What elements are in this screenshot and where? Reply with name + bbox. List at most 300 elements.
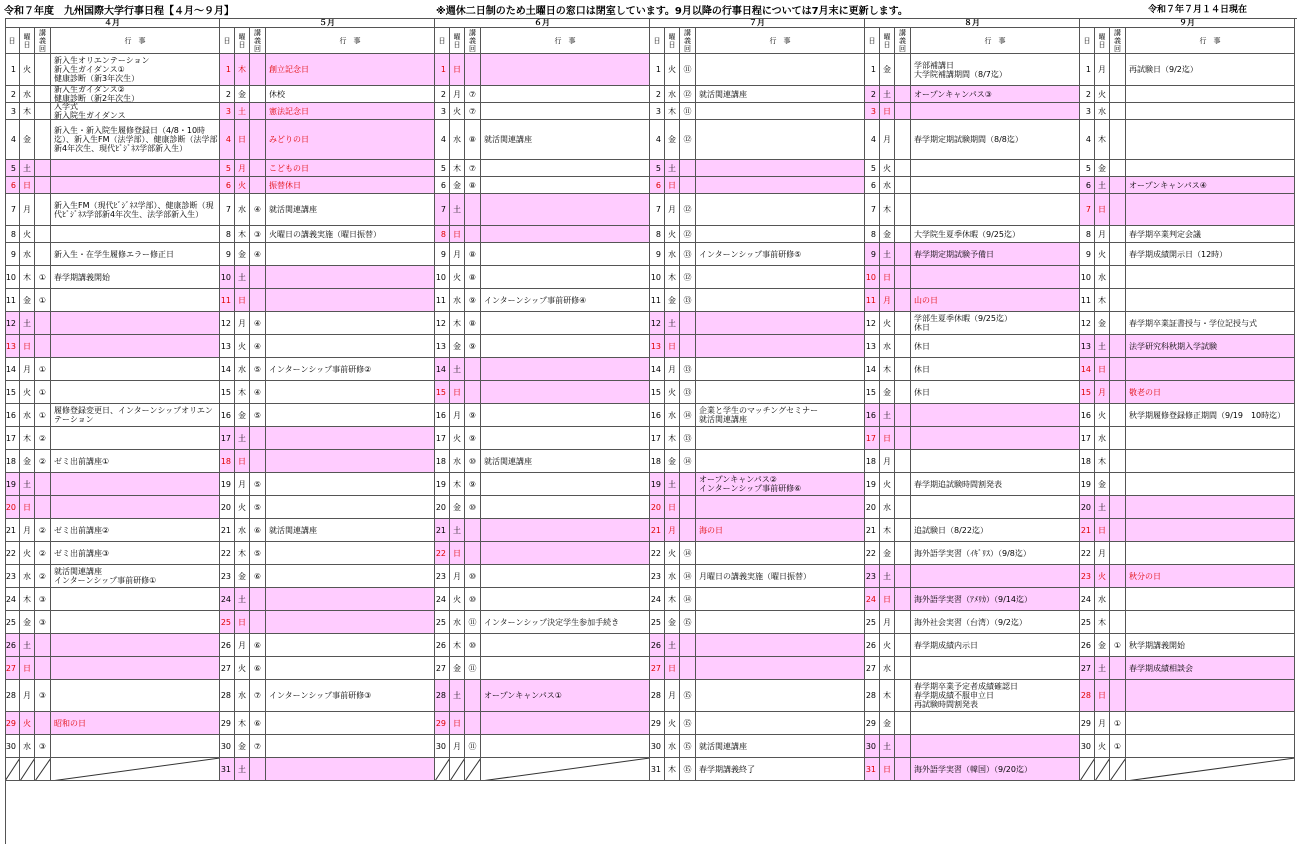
- lecture-cell: ①: [35, 358, 51, 381]
- event-cell: 創立記念日: [266, 54, 435, 86]
- event-cell: 入学式 新入院生ガイダンス: [51, 103, 220, 120]
- weekday-cell: 日: [450, 712, 465, 735]
- lecture-cell: [1110, 657, 1126, 680]
- event-cell: 新入生ガイダンス② 健康診断（新2年次生）: [51, 86, 220, 103]
- lecture-cell: [895, 160, 911, 177]
- header-event: 行 事: [266, 28, 435, 54]
- lecture-cell: [895, 473, 911, 496]
- lecture-cell: [465, 519, 481, 542]
- weekday-cell: 火: [665, 542, 680, 565]
- day-cell: 28: [1080, 680, 1095, 712]
- event-cell: [51, 226, 220, 243]
- event-cell: 法学研究科秋期入学試験: [1126, 335, 1295, 358]
- empty-slash-cell: [1110, 758, 1126, 781]
- weekday-cell: 木: [450, 160, 465, 177]
- day-cell: 2: [5, 86, 20, 103]
- lecture-cell: [680, 177, 696, 194]
- day-cell: 8: [1080, 226, 1095, 243]
- weekday-cell: 日: [1095, 358, 1110, 381]
- lecture-cell: ⑧: [465, 177, 481, 194]
- day-cell: 1: [650, 54, 665, 86]
- weekday-cell: 火: [880, 634, 895, 657]
- day-cell: 19: [220, 473, 235, 496]
- weekday-cell: 水: [665, 404, 680, 427]
- day-cell: 13: [435, 335, 450, 358]
- lecture-cell: ⑪: [680, 103, 696, 120]
- weekday-cell: 木: [665, 103, 680, 120]
- day-cell: 30: [220, 735, 235, 758]
- lecture-cell: ①: [35, 381, 51, 404]
- lecture-cell: [465, 54, 481, 86]
- month-header: ４月: [5, 18, 220, 28]
- day-cell: 23: [435, 565, 450, 588]
- weekday-cell: 土: [235, 266, 250, 289]
- day-cell: 11: [650, 289, 665, 312]
- event-cell: 春学期卒業証書授与・学位記授与式: [1126, 312, 1295, 335]
- day-cell: 16: [865, 404, 880, 427]
- lecture-cell: [250, 120, 266, 160]
- weekday-cell: 水: [880, 335, 895, 358]
- lecture-cell: [35, 335, 51, 358]
- month-header: ６月: [435, 18, 650, 28]
- weekday-cell: 土: [1095, 496, 1110, 519]
- weekday-cell: 火: [235, 657, 250, 680]
- day-cell: 22: [220, 542, 235, 565]
- event-cell: [911, 404, 1080, 427]
- lecture-cell: ③: [35, 611, 51, 634]
- weekday-cell: 日: [235, 289, 250, 312]
- day-cell: 22: [435, 542, 450, 565]
- lecture-cell: ③: [35, 680, 51, 712]
- weekday-cell: 火: [20, 712, 35, 735]
- event-cell: オープンキャンパス③: [911, 86, 1080, 103]
- event-cell: [481, 519, 650, 542]
- header-day: 日: [650, 28, 665, 54]
- event-cell: [911, 735, 1080, 758]
- lecture-cell: ⑤: [250, 473, 266, 496]
- event-cell: [481, 473, 650, 496]
- header-lecture: 講義回: [35, 28, 51, 54]
- event-cell: [696, 588, 865, 611]
- event-cell: オープンキャンパス①: [481, 680, 650, 712]
- weekday-cell: 木: [880, 519, 895, 542]
- weekday-cell: 木: [235, 712, 250, 735]
- lecture-cell: [895, 243, 911, 266]
- day-cell: 24: [865, 588, 880, 611]
- event-cell: [481, 312, 650, 335]
- event-cell: 海の日: [696, 519, 865, 542]
- event-cell: [1126, 358, 1295, 381]
- day-cell: 4: [650, 120, 665, 160]
- day-cell: 29: [220, 712, 235, 735]
- weekday-cell: 土: [450, 680, 465, 712]
- lecture-cell: ⑥: [250, 519, 266, 542]
- lecture-cell: [895, 496, 911, 519]
- lecture-cell: [895, 657, 911, 680]
- event-cell: ゼミ出前講座①: [51, 450, 220, 473]
- lecture-cell: [465, 381, 481, 404]
- lecture-cell: [250, 611, 266, 634]
- weekday-cell: 金: [20, 611, 35, 634]
- event-cell: 春学期卒業予定者成績確認日 春学期成績不服申立日 再試験時間割発表: [911, 680, 1080, 712]
- event-cell: 就活関連講座: [481, 120, 650, 160]
- day-cell: 27: [5, 657, 20, 680]
- day-cell: 13: [220, 335, 235, 358]
- day-cell: 24: [220, 588, 235, 611]
- day-cell: 13: [865, 335, 880, 358]
- day-cell: 13: [5, 335, 20, 358]
- weekday-cell: 月: [880, 450, 895, 473]
- month-header: ９月: [1080, 18, 1295, 28]
- weekday-cell: 木: [235, 226, 250, 243]
- lecture-cell: ⑦: [250, 680, 266, 712]
- lecture-cell: [1110, 335, 1126, 358]
- day-cell: 5: [5, 160, 20, 177]
- event-cell: [696, 450, 865, 473]
- day-cell: 10: [650, 266, 665, 289]
- lecture-cell: ⑬: [680, 243, 696, 266]
- lecture-cell: ⑥: [250, 712, 266, 735]
- event-cell: インターンシップ事前研修⑤: [696, 243, 865, 266]
- event-cell: 春学期追試験時間割発表: [911, 473, 1080, 496]
- event-cell: [1126, 86, 1295, 103]
- day-cell: 11: [220, 289, 235, 312]
- lecture-cell: [895, 634, 911, 657]
- weekday-cell: 月: [1095, 542, 1110, 565]
- event-cell: [481, 54, 650, 86]
- notice-text: ※週休二日制のため土曜日の窓口は閉室しています。9月以降の行事日程については7月末に更新します。: [436, 6, 908, 17]
- event-cell: 追試験日（8/22迄）: [911, 519, 1080, 542]
- month-header: ５月: [220, 18, 435, 28]
- lecture-cell: [680, 519, 696, 542]
- day-cell: 5: [220, 160, 235, 177]
- day-cell: 17: [865, 427, 880, 450]
- day-cell: 17: [650, 427, 665, 450]
- day-cell: 7: [435, 194, 450, 226]
- day-cell: 2: [865, 86, 880, 103]
- lecture-cell: ⑫: [680, 86, 696, 103]
- weekday-cell: 月: [450, 86, 465, 103]
- weekday-cell: 火: [450, 103, 465, 120]
- weekday-cell: 月: [880, 120, 895, 160]
- event-cell: [51, 427, 220, 450]
- weekday-cell: 火: [1095, 86, 1110, 103]
- day-cell: 10: [1080, 266, 1095, 289]
- weekday-cell: 月: [880, 289, 895, 312]
- lecture-cell: ⑮: [680, 735, 696, 758]
- day-cell: 29: [650, 712, 665, 735]
- weekday-cell: 水: [1095, 103, 1110, 120]
- lecture-cell: [895, 565, 911, 588]
- day-cell: 14: [1080, 358, 1095, 381]
- day-cell: 31: [865, 758, 880, 781]
- lecture-cell: [35, 243, 51, 266]
- weekday-cell: 日: [450, 381, 465, 404]
- weekday-cell: 金: [665, 289, 680, 312]
- weekday-cell: 金: [20, 120, 35, 160]
- event-cell: [266, 611, 435, 634]
- lecture-cell: ⑩: [465, 450, 481, 473]
- day-cell: 28: [5, 680, 20, 712]
- day-cell: 11: [5, 289, 20, 312]
- weekday-cell: 土: [235, 103, 250, 120]
- weekday-cell: 木: [235, 542, 250, 565]
- event-cell: [1126, 427, 1295, 450]
- weekday-cell: 水: [880, 177, 895, 194]
- lecture-cell: [680, 657, 696, 680]
- event-cell: [51, 611, 220, 634]
- weekday-cell: 土: [880, 565, 895, 588]
- day-cell: 24: [650, 588, 665, 611]
- day-cell: 16: [5, 404, 20, 427]
- day-cell: 25: [220, 611, 235, 634]
- weekday-cell: 火: [450, 266, 465, 289]
- weekday-cell: 金: [665, 120, 680, 160]
- lecture-cell: [895, 712, 911, 735]
- lecture-cell: [1110, 473, 1126, 496]
- event-cell: [1126, 450, 1295, 473]
- day-cell: 19: [5, 473, 20, 496]
- event-cell: [1126, 519, 1295, 542]
- lecture-cell: [1110, 542, 1126, 565]
- weekday-cell: 月: [880, 611, 895, 634]
- day-cell: 27: [220, 657, 235, 680]
- lecture-cell: [1110, 86, 1126, 103]
- weekday-cell: 金: [235, 243, 250, 266]
- header-lecture: 講義回: [680, 28, 696, 54]
- event-cell: 海外語学実習（ｲｷﾞﾘｽ）（9/8迄）: [911, 542, 1080, 565]
- lecture-cell: ⑩: [465, 634, 481, 657]
- day-cell: 3: [220, 103, 235, 120]
- lecture-cell: ⑪: [465, 735, 481, 758]
- weekday-cell: 火: [880, 160, 895, 177]
- event-cell: 秋分の日: [1126, 565, 1295, 588]
- lecture-cell: [1110, 194, 1126, 226]
- header-lecture: 講義回: [1110, 28, 1126, 54]
- weekday-cell: 土: [235, 758, 250, 781]
- event-cell: [481, 358, 650, 381]
- event-cell: [696, 120, 865, 160]
- weekday-cell: 日: [20, 657, 35, 680]
- event-cell: [911, 160, 1080, 177]
- weekday-cell: 木: [20, 427, 35, 450]
- lecture-cell: ⑭: [680, 404, 696, 427]
- day-cell: 20: [435, 496, 450, 519]
- lecture-cell: [895, 427, 911, 450]
- event-cell: 休日: [911, 381, 1080, 404]
- lecture-cell: ⑮: [680, 611, 696, 634]
- event-cell: [911, 657, 1080, 680]
- day-cell: 10: [865, 266, 880, 289]
- event-cell: オープンキャンパス④: [1126, 177, 1295, 194]
- lecture-cell: [250, 588, 266, 611]
- header-lecture: 講義回: [895, 28, 911, 54]
- weekday-cell: 日: [235, 611, 250, 634]
- event-cell: 敬老の日: [1126, 381, 1295, 404]
- lecture-cell: ⑭: [680, 588, 696, 611]
- event-cell: 就活関連講座: [266, 194, 435, 226]
- lecture-cell: ①: [1110, 712, 1126, 735]
- weekday-cell: 金: [1095, 473, 1110, 496]
- day-cell: 9: [5, 243, 20, 266]
- day-cell: 15: [650, 381, 665, 404]
- lecture-cell: ⑤: [250, 542, 266, 565]
- event-cell: オープンキャンパス② インターンシップ事前研修⑥: [696, 473, 865, 496]
- header-event: 行 事: [911, 28, 1080, 54]
- weekday-cell: 木: [1095, 120, 1110, 160]
- lecture-cell: [35, 712, 51, 735]
- weekday-cell: 月: [450, 735, 465, 758]
- lecture-cell: [250, 86, 266, 103]
- header-day: 日: [435, 28, 450, 54]
- event-cell: [51, 657, 220, 680]
- event-cell: 振替休日: [266, 177, 435, 194]
- event-cell: インターンシップ決定学生参加手続き: [481, 611, 650, 634]
- event-cell: 昭和の日: [51, 712, 220, 735]
- weekday-cell: 土: [450, 358, 465, 381]
- lecture-cell: [680, 160, 696, 177]
- lecture-cell: [895, 177, 911, 194]
- weekday-cell: 火: [235, 177, 250, 194]
- lecture-cell: ⑩: [465, 565, 481, 588]
- day-cell: 9: [650, 243, 665, 266]
- event-cell: [51, 680, 220, 712]
- lecture-cell: ⑦: [250, 735, 266, 758]
- weekday-cell: 水: [450, 611, 465, 634]
- weekday-cell: 木: [665, 758, 680, 781]
- lecture-cell: [1110, 312, 1126, 335]
- weekday-cell: 金: [235, 735, 250, 758]
- empty-slash-cell: [435, 758, 450, 781]
- event-cell: インターンシップ事前研修③: [266, 680, 435, 712]
- lecture-cell: [1110, 450, 1126, 473]
- weekday-cell: 日: [665, 335, 680, 358]
- day-cell: 2: [220, 86, 235, 103]
- event-cell: [266, 427, 435, 450]
- event-cell: 春学期成績開示日（12時）: [1126, 243, 1295, 266]
- event-cell: [266, 381, 435, 404]
- day-cell: 21: [435, 519, 450, 542]
- header-day: 日: [5, 28, 20, 54]
- header-day: 日: [220, 28, 235, 54]
- weekday-cell: 水: [235, 519, 250, 542]
- event-cell: [481, 243, 650, 266]
- lecture-cell: ③: [35, 588, 51, 611]
- header-event: 行 事: [51, 28, 220, 54]
- event-cell: 履修登録変更日、インターンシップオリエンテーション: [51, 404, 220, 427]
- day-cell: 6: [650, 177, 665, 194]
- header-lecture: 講義回: [250, 28, 266, 54]
- day-cell: 12: [435, 312, 450, 335]
- lecture-cell: [250, 54, 266, 86]
- lecture-cell: ⑭: [680, 542, 696, 565]
- event-cell: [911, 712, 1080, 735]
- lecture-cell: [895, 519, 911, 542]
- event-cell: 新入生FM（現代ﾋﾞｼﾞﾈｽ学部）、健康診断（現代ﾋﾞｼﾞﾈｽ学部新4年次生、法学部新入生）: [51, 194, 220, 226]
- day-cell: 4: [435, 120, 450, 160]
- event-cell: 新入生・新入院生履修登録日（4/8・10時迄）、新入生FM（法学部）、健康診断（法学部新4年次生、現代ﾋﾞｼﾞﾈｽ学部新入生）: [51, 120, 220, 160]
- weekday-cell: 土: [235, 588, 250, 611]
- weekday-cell: 水: [1095, 588, 1110, 611]
- empty-slash-cell: [1126, 758, 1295, 781]
- day-cell: 19: [650, 473, 665, 496]
- event-cell: [51, 588, 220, 611]
- event-cell: [1126, 103, 1295, 120]
- lecture-cell: ⑤: [250, 358, 266, 381]
- day-cell: 3: [1080, 103, 1095, 120]
- event-cell: [266, 312, 435, 335]
- weekday-cell: 日: [20, 177, 35, 194]
- day-cell: 4: [865, 120, 880, 160]
- day-cell: 14: [865, 358, 880, 381]
- weekday-cell: 水: [20, 565, 35, 588]
- day-cell: 22: [650, 542, 665, 565]
- weekday-cell: 土: [880, 404, 895, 427]
- lecture-cell: [465, 194, 481, 226]
- month-header: ７月: [650, 18, 865, 28]
- weekday-cell: 土: [665, 312, 680, 335]
- event-cell: 春学期講義終了: [696, 758, 865, 781]
- weekday-cell: 木: [665, 266, 680, 289]
- day-cell: 28: [435, 680, 450, 712]
- event-cell: [481, 226, 650, 243]
- event-cell: [481, 86, 650, 103]
- day-cell: 1: [5, 54, 20, 86]
- event-cell: [266, 289, 435, 312]
- weekday-cell: 火: [20, 226, 35, 243]
- event-cell: [696, 634, 865, 657]
- event-cell: [696, 427, 865, 450]
- weekday-cell: 水: [235, 194, 250, 226]
- weekday-cell: 金: [880, 226, 895, 243]
- event-cell: [1126, 289, 1295, 312]
- lecture-cell: [680, 473, 696, 496]
- event-cell: 再試験日（9/2迄）: [1126, 54, 1295, 86]
- lecture-cell: ①: [35, 266, 51, 289]
- weekday-cell: 金: [880, 712, 895, 735]
- lecture-cell: [895, 450, 911, 473]
- event-cell: [51, 473, 220, 496]
- weekday-cell: 火: [450, 588, 465, 611]
- event-cell: [1126, 266, 1295, 289]
- weekday-cell: 月: [665, 194, 680, 226]
- header-event: 行 事: [1126, 28, 1295, 54]
- lecture-cell: ②: [35, 427, 51, 450]
- event-cell: [696, 54, 865, 86]
- weekday-cell: 土: [665, 634, 680, 657]
- weekday-cell: 月: [450, 404, 465, 427]
- lecture-cell: ⑮: [680, 680, 696, 712]
- event-cell: [266, 735, 435, 758]
- day-cell: 15: [220, 381, 235, 404]
- lecture-cell: [1110, 160, 1126, 177]
- weekday-cell: 月: [235, 634, 250, 657]
- event-cell: ゼミ出前講座②: [51, 519, 220, 542]
- event-cell: [51, 735, 220, 758]
- lecture-cell: [35, 120, 51, 160]
- weekday-cell: 火: [1095, 735, 1110, 758]
- event-cell: 火曜日の講義実施（曜日振替）: [266, 226, 435, 243]
- day-cell: 13: [1080, 335, 1095, 358]
- day-cell: 10: [5, 266, 20, 289]
- weekday-cell: 金: [450, 335, 465, 358]
- weekday-cell: 水: [235, 680, 250, 712]
- empty-slash-cell: [5, 758, 20, 781]
- day-cell: 17: [220, 427, 235, 450]
- event-cell: 新入生オリエンテーション 新入生ガイダンス① 健康診断（新3年次生）: [51, 54, 220, 86]
- lecture-cell: ⑧: [465, 243, 481, 266]
- lecture-cell: ⑤: [250, 496, 266, 519]
